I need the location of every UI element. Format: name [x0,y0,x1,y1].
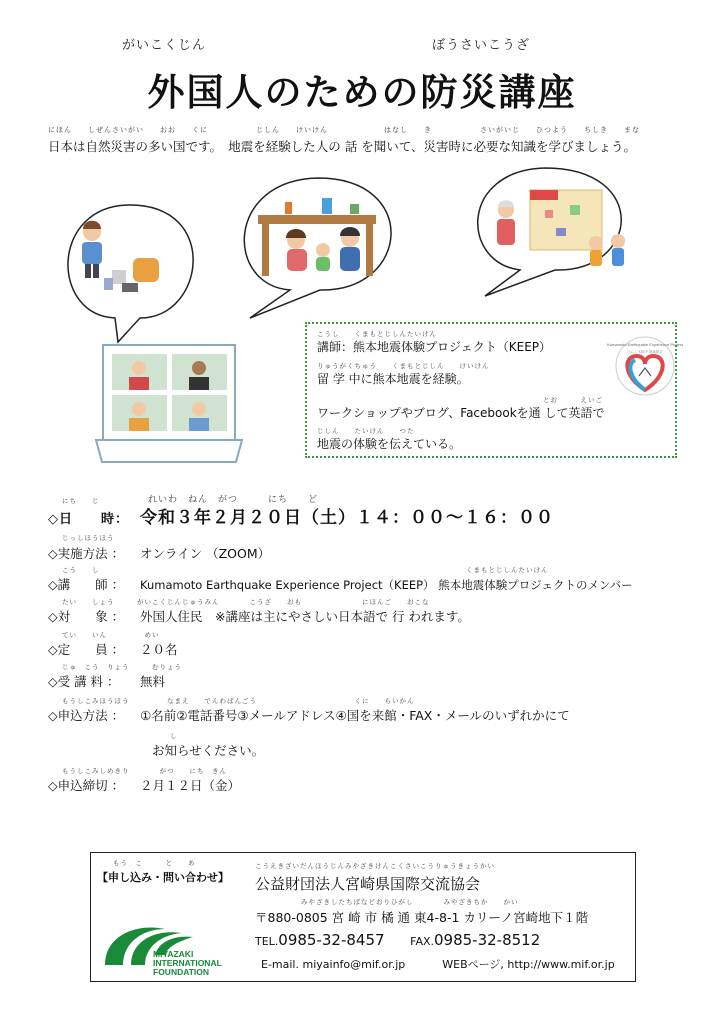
capacity-label: ◇定 員 ： [48,642,125,657]
title-ruby-left: がいこくじん [122,38,207,53]
phone-fax-row [255,931,540,949]
target-value: 外国人住民 ※講座は主にやさしい日本語で 行 われます。 [140,609,470,624]
keep-logo-sub: ひらく KEEP 地域防災 [627,350,663,354]
fee-ruby: じゅ こう りょう むりょう [62,663,182,671]
lecturer-label: ◇講 師 ： [48,577,125,592]
page-title: 外国人のための防災講座 [147,71,577,114]
deadline-value: ２月１２日（金） [140,778,241,793]
date-row [48,503,554,528]
tel-number[interactable]: 0985-32-8457 [278,931,385,949]
apply-value-2: お知らせください。 [152,743,265,758]
org-ruby: こうえきざいだんほうじんみやざきけんこくさいこうりゅうきょうかい [255,862,495,870]
keep-logo-text: Kumamoto Earthquake Experience Project [607,342,683,347]
contact-heading-ruby: もう こ と あ [113,859,196,867]
instructor-ruby-4: じしん たいけん つた [317,427,415,435]
apply-label: ◇申込方法 ： [48,708,125,723]
instructor-line-3: ワークショップやブログ、Facebookを通 して英語で [317,406,605,420]
method-row [48,544,270,562]
web-label: WEBページ [442,958,501,971]
instructor-ruby-2: りゅうがくちゅう くまもとじしん けいけん [317,362,490,370]
target-row [48,607,470,625]
deadline-ruby: もうしこみしめきり がつ にち きん [62,767,227,775]
address-ruby: みやざきしたちばなどおりひがし みやざきちか かい [301,898,519,906]
lecturer-value: Kumamoto Earthquake Experience Project（KEEP） 熊本地震体験プロジェクトのメンバー [140,578,633,592]
instructor-line-2: 留 学 中に熊本地震を経験。 [317,372,469,386]
lecturer-ruby-2: くまもとじしんたいけん [466,566,549,574]
method-ruby: じっしほうほう [62,534,115,542]
intro-text: 日本は自然災害の多い国です。 地震を経験した人の 話 を聞いて、災害時に必要な知識を学びましょう。 [48,139,636,154]
instructor-line-1: 講師：熊本地震体験プロジェクト（KEEP） [317,340,552,354]
apply-value: ①名前②電話番号③メールアドレス④国を来館・FAX・メールのいずれかにて [140,708,570,723]
instructor-ruby-1: こうし くまもとじしんたいけん [317,330,437,338]
contact-box [90,852,636,982]
fee-value: 無料 [140,674,166,689]
fee-row [48,672,165,690]
target-ruby: たい しょう がいこくじんじゅうみん こうざ おも にほんご おこな [62,598,430,606]
date-label: ◇日 時： [48,512,129,527]
capacity-value: ２０名 [140,642,178,657]
email-web-row: E-mail. miyainfo@mif.or.jp WEBページ, http://www.mif.or.jp [261,958,615,971]
method-label: ◇実施方法 ： [48,546,125,561]
fee-label: ◇受 講 料 ： [48,674,120,689]
address: 〒880-0805 宮 崎 市 橘 通 東4-8-1 カリーノ宮崎地下１階 [255,910,589,925]
web-link[interactable]: http://www.mif.or.jp [507,958,615,971]
table-icon [258,215,376,224]
instructor-line-4: 地震の体験を伝えている。 [317,437,462,451]
bubble-shelter-under-table [244,178,391,318]
instructor-box [305,322,683,458]
email-link[interactable]: miyainfo@mif.or.jp [302,958,406,971]
lecturer-row [48,575,633,593]
date-ruby: れいわ ねん がつ にち ど [148,495,319,505]
email-label: E-mail. [261,958,299,971]
deadline-label: ◇申込締切 ： [48,778,125,793]
backpack-icon [133,258,159,282]
instructor-ruby-3: とお えいご [543,396,603,404]
bubble-emergency-supplies [68,205,193,342]
org-name: 公益財団法人宮崎県国際交流協会 [255,875,481,893]
bubble-hazard-map [478,168,625,296]
laptop-keyboard-icon [96,440,242,462]
intro-ruby: にほん しぜんさいがい おお くに じしん けいけん はなし き さいがいじ ひつよう ちしき まな [48,126,640,134]
contact-heading: 【申し込み・問い合わせ】 [97,871,229,884]
date-value: 令和３年２月２０日（土）１４：００～１６：００ [140,508,554,528]
fax-number: 0985-32-8512 [434,931,541,949]
apply-ruby: もうしこみほうほう なまえ でんわばんごう くに らいかん [62,697,415,705]
keep-logo [607,332,683,402]
method-value: オンライン （ZOOM） [140,546,271,561]
tel-label: TEL. [255,935,279,948]
laptop-zoom-illustration [96,345,242,462]
apply-ruby-2: し [170,732,178,740]
date-label-ruby: にち じ [62,497,100,505]
logo-line-3: FOUNDATION [153,967,210,977]
logo-line-2: INTERNATIONAL [153,958,222,968]
fax-label: FAX. [410,935,434,948]
title-ruby-right: ぼうさいこうざ [432,38,531,53]
logo-line-1: MIYAZAKI [153,949,194,959]
capacity-ruby: てい いん めい [62,631,160,639]
lecturer-ruby: こう し [62,566,100,574]
deadline-row [48,776,240,794]
mif-logo [97,915,247,979]
target-label: ◇対 象 ： [48,609,125,624]
apply-row [48,706,570,724]
capacity-row [48,640,178,658]
